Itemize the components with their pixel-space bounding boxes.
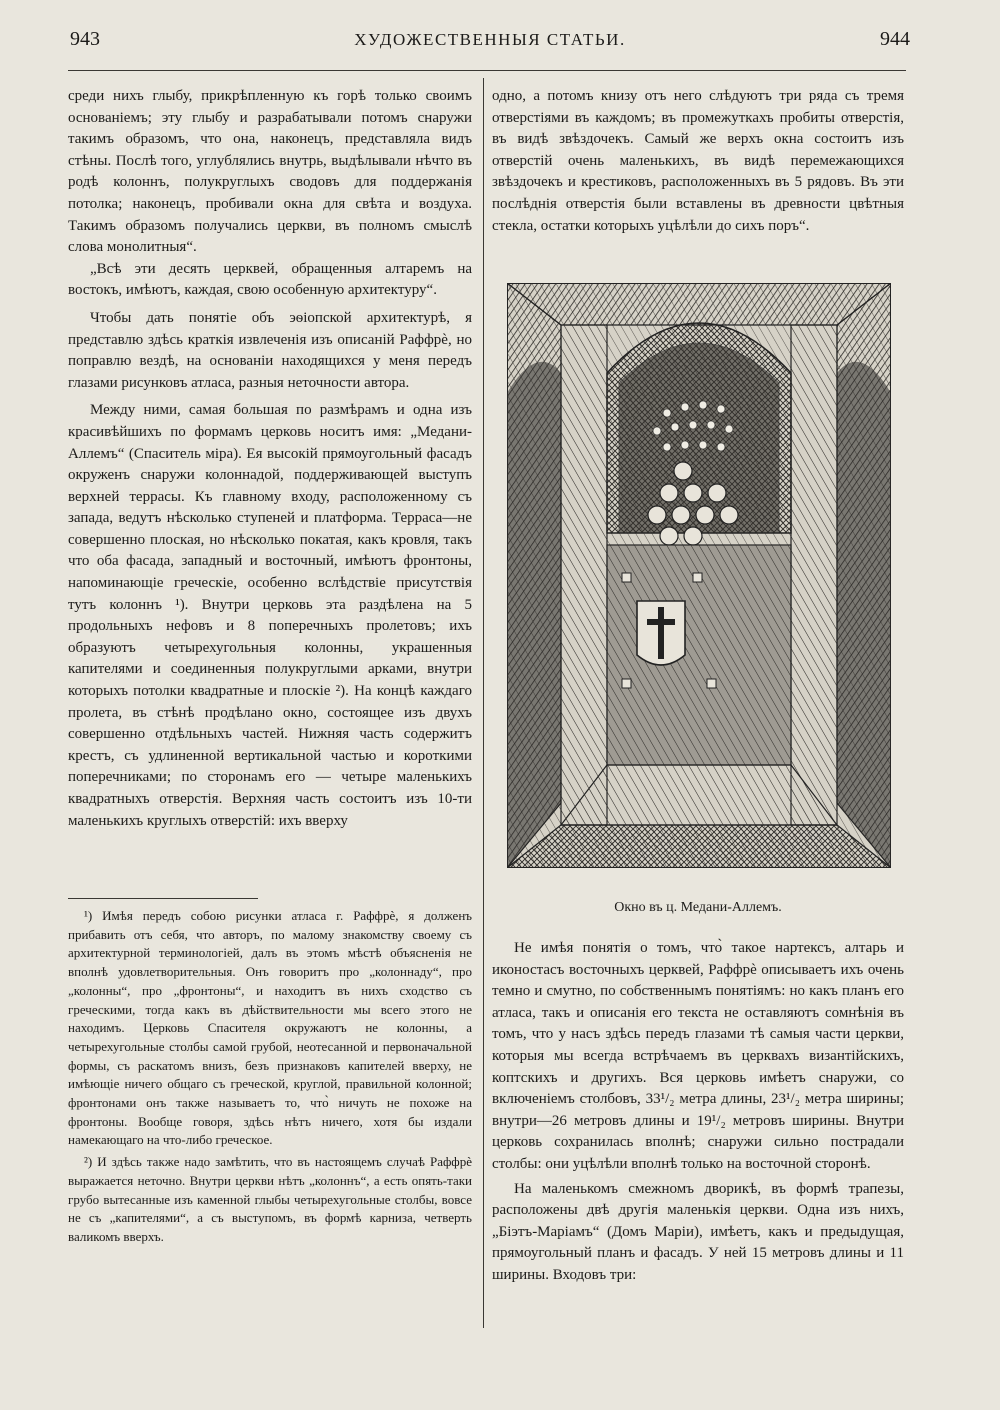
paragraph: Чтобы дать понятіе объ эѳіопской архитектурѣ, я представлю здѣсь краткія извлеченія изъ описаній Раффрѐ, но поправлю вездѣ, на основаніи находящихся у меня передъ глазами рисунковъ атласа, разныя неточности автора. (68, 309, 472, 391)
footnote-rule (68, 898, 258, 899)
paragraph: „Всѣ эти десять церквей, обращенныя алтаремъ на востокъ, имѣютъ, каждая, свою особенную архитектуру“. (68, 260, 472, 299)
right-column (492, 86, 904, 246)
paragraph: На маленькомъ смежномъ дворикѣ, въ формѣ трапезы, расположены двѣ другія маленькія церкви. Одна изъ нихъ, „Біэтъ-Маріамъ“ (Домъ Маріи), имѣетъ, какъ и предыдущая, прямоугольный планъ и фасадъ. У ней 15 метровъ длины и 11 ширины. Входовъ три: (492, 1180, 904, 1283)
header-rule (68, 70, 906, 71)
footnote: ²) И здѣсь также надо замѣтить, что въ настоящемъ случаѣ Раффрѐ выражается неточно. Внутри церкви нѣтъ „колоннъ“, а есть опять-таки грубо вытесанные изъ каменной глыбы четырехугольные столбы, вовсе не съ „капителями“, а съ выступомъ, въ формѣ карниза, четверть валикомъ вверхъ. (68, 1154, 472, 1244)
paragraph: Не имѣя понятія о томъ, что̀ такое нартексъ, алтарь и иконостасъ восточныхъ церквей, Раффрѐ описываетъ ихъ очень темно и смутно, по собственнымъ понятіямъ: но какъ планъ его атласа, такъ и описанія его текста не оставляютъ сомнѣнія въ томъ, что у насъ здѣсь передъ глазами тѣ самыя части церкви, которыя мы всегда встрѣчаемъ въ церквахъ византійскихъ, коптскихъ и другихъ. Вся церковь имѣетъ снаружи, со включеніемъ столбовъ, 33¹/₂ метра длины, 23¹/₂ метра ширины; внутри—26 метровъ длины и 19¹/₂ метровъ ширины. Внутри церковь сохранилась вполнѣ; снаружи сильно пострадали столбы: они уцѣлѣли вполнѣ только на восточной сторонѣ. (492, 940, 904, 1172)
running-title: ХУДОЖЕСТВЕННЫЯ СТАТЬИ. (354, 30, 626, 49)
column-divider (483, 78, 484, 1328)
left-column (68, 86, 472, 832)
page-header (70, 28, 910, 58)
paragraph: среди нихъ глыбу, прикрѣпленную къ горѣ только своимъ основаніемъ; эту глыбу и разрабатывали потомъ снаружи такимъ образомъ, что она, наконецъ, представляла видъ стѣны. Послѣ того, углублялись внутрь, выдѣлывали нѣчто въ родѣ колоннъ, полукруглыхъ сводовъ для поддержанія потолка; наконецъ, пробивали окна для свѣта и воздуха. Такимъ образомъ получались церкви, въ полномъ смыслѣ слова монолитныя“. (68, 88, 472, 256)
footnotes (68, 898, 472, 1247)
footnote: ¹) Имѣя передъ собою рисунки атласа г. Раффрѐ, я долженъ прибавить отъ себя, что авторъ, по малому знакомству своему съ архитектурной терминологіей, далъ въ этомъ мѣстѣ объясненія не вполнѣ удовлетворительныя. Онъ говоритъ про „колоннаду“, про „колонны“, про „фронтоны“, и находитъ въ нихъ сходство съ греческими, тогда какъ въ дѣйствительности мы всего этого не находимъ. Церковь Спасителя окружаютъ не колонны, а четырехугольные столбы самой грубой, неотесанной и первоначальной формы, съ раскатомъ внизъ, безъ признаковъ капителей вверху, не имѣющіе ничего общаго съ греческой, круглой, правильной колонной; фронтонами онъ также называетъ то, что̀ ничуть не похоже на фронтоны. Вообще говоря, здѣсь нѣтъ ничего, хотя бы издали намекающаго на что-либо греческое. (68, 908, 472, 1148)
figure-caption: Окно въ ц. Медани-Аллемъ. (614, 900, 782, 915)
paragraph: Между ними, самая большая по размѣрамъ и одна изъ красивѣйшихъ по формамъ церковь носитъ имя: „Медани-Аллемъ“ (Спаситель міра). Ея высокій прямоугольный фасадъ окруженъ снаружи колоннадой, поддерживающей выступъ верхней террасы. Къ главному входу, расположенному съ запада, ведутъ нѣсколько ступеней и платформа. Терраса—не совершенно плоская, но нѣсколько покатая, какъ кровля, такъ что оба фасада, западный и восточный, имѣютъ фронтоны, напоминающіе греческіе, особенно вслѣдствіе присутствія тутъ колоннъ ¹). Внутри церковь эта раздѣлена на 5 продольныхъ нефовъ и 8 поперечныхъ пролетовъ; ихъ образуютъ четырехугольныя колонны, украшенныя капителями и соединенныя полукруглыми арками, внутри которыхъ потолки квадратные и плоскіе ²). На концѣ каждаго пролета, въ стѣнѣ продѣлано окно, состоящее изъ двухъ совершенно отдѣльныхъ частей. Нижняя часть содержитъ крестъ, съ удлиненной вертикальной частью и короткими поперечниками; по сторонамъ его — четыре маленькихъ квадратныхъ отверстія. Верхняя часть состоитъ изъ 10-ти маленькихъ круглыхъ отверстій: ихъ вверху (68, 402, 472, 829)
page-number-left: 943 (70, 28, 100, 50)
page-number-right: 944 (880, 28, 910, 50)
paragraph: одно, а потомъ книзу отъ него слѣдуютъ три ряда съ тремя отверстіями въ каждомъ; въ промежуткахъ пробиты отверстія, въ видѣ звѣздочекъ. Самый же верхъ окна состоитъ изъ отверстій очень маленькихъ, въ видѣ перемежающихся звѣздочекъ и крестиковъ, расположенныхъ въ 5 рядовъ. Въ эти послѣднія отверстія были вставлены въ древности цвѣтныя стекла, остатки которыхъ уцѣлѣли до сихъ поръ“. (492, 88, 904, 234)
engraving-window-medani-allem (507, 283, 891, 868)
right-column-lower (492, 938, 904, 1287)
